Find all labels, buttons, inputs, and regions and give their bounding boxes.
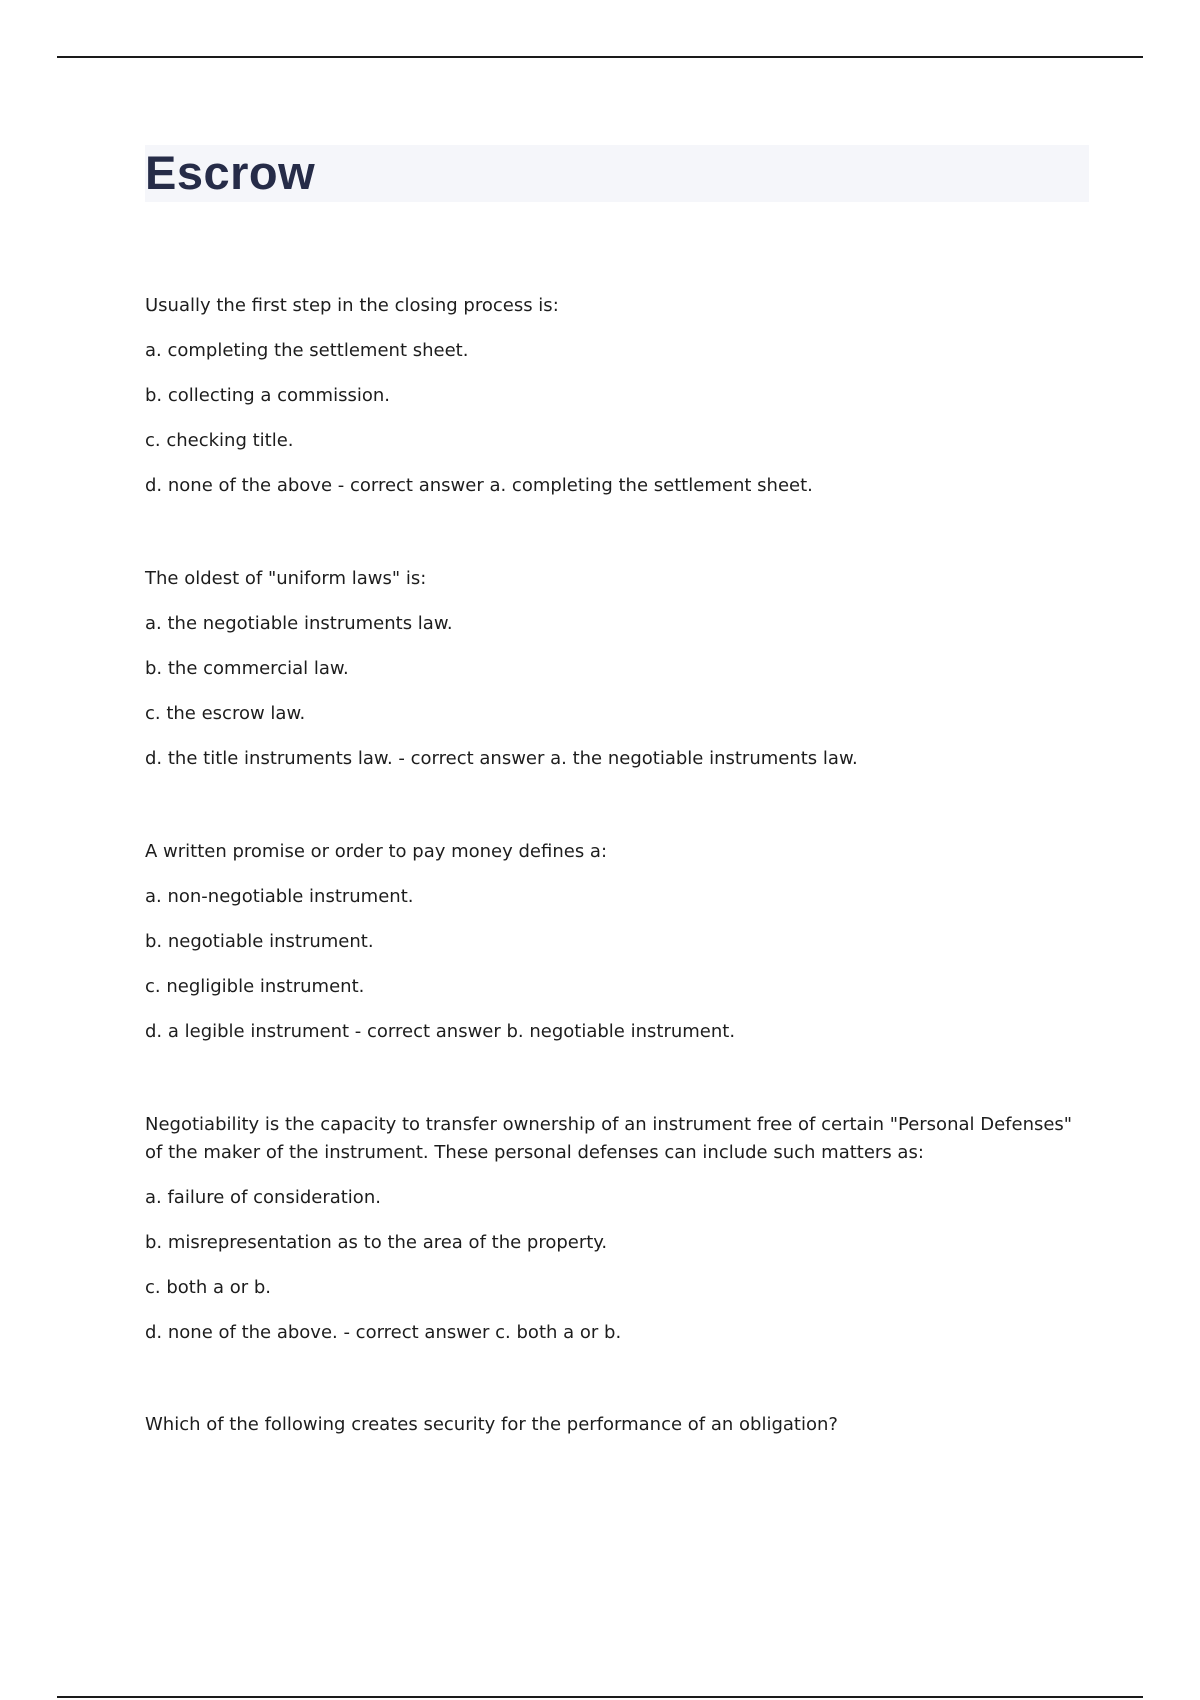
answer-option: a. non-negotiable instrument. xyxy=(145,886,414,907)
answer-option: d. a legible instrument - correct answer b. negotiable instrument. xyxy=(145,1021,736,1042)
question-1 xyxy=(145,292,1090,500)
question-4 xyxy=(145,1111,1090,1347)
document-title: Escrow xyxy=(145,146,316,199)
answer-option: a. completing the settlement sheet. xyxy=(145,340,469,361)
answer-option: a. failure of consideration. xyxy=(145,1187,381,1208)
answer-option: b. misrepresentation as to the area of the property. xyxy=(145,1232,608,1253)
answer-option: a. the negotiable instruments law. xyxy=(145,613,453,634)
question-prompt: A written promise or order to pay money defines a: xyxy=(145,841,608,862)
answer-option: d. the title instruments law. - correct answer a. the negotiable instruments law. xyxy=(145,748,858,769)
answer-option: b. the commercial law. xyxy=(145,658,349,679)
top-rule xyxy=(57,56,1143,58)
question-prompt: Negotiability is the capacity to transfer ownership of an instrument free of certain "Personal Defenses" of the maker of the instrument. These personal defenses can include such matters as: xyxy=(145,1114,1073,1163)
question-3 xyxy=(145,838,1090,1046)
answer-option: c. negligible instrument. xyxy=(145,976,365,997)
answer-option: c. checking title. xyxy=(145,430,294,451)
answer-option: b. collecting a commission. xyxy=(145,385,390,406)
bottom-rule xyxy=(57,1696,1143,1698)
question-prompt: The oldest of "uniform laws" is: xyxy=(145,568,427,589)
answer-option: d. none of the above - correct answer a. completing the settlement sheet. xyxy=(145,475,813,496)
question-prompt: Usually the first step in the closing process is: xyxy=(145,295,559,316)
question-5 xyxy=(145,1411,1090,1439)
answer-option: b. negotiable instrument. xyxy=(145,931,374,952)
question-2 xyxy=(145,565,1090,773)
answer-option: d. none of the above. - correct answer c. both a or b. xyxy=(145,1322,622,1343)
question-prompt: Which of the following creates security for the performance of an obligation? xyxy=(145,1414,838,1435)
answer-option: c. both a or b. xyxy=(145,1277,271,1298)
answer-option: c. the escrow law. xyxy=(145,703,306,724)
